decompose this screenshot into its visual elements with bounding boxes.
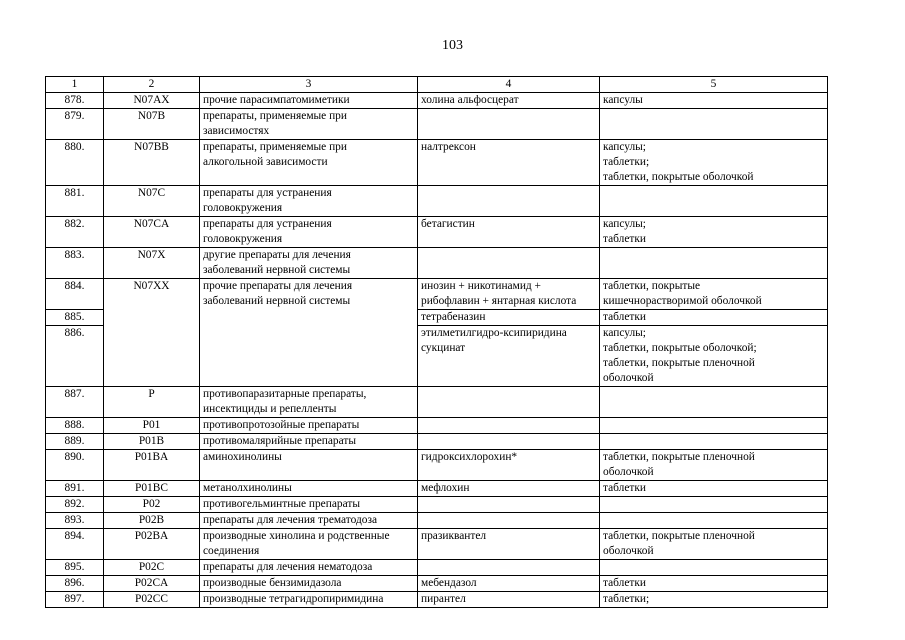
table-row [46,592,828,608]
table-row [46,529,828,560]
drug-name [418,560,600,576]
drug-name-line: мефлохин [421,482,470,494]
dosage-form-line: капсулы; [603,218,646,230]
atc-code: P02BA [104,529,200,560]
drug-name-line: тетрабеназин [421,311,486,323]
drug-name [418,497,600,513]
table-row [46,140,828,186]
atc-code: P01B [104,434,200,450]
anatomical-group-line: алкогольной зависимости [203,156,328,168]
atc-code: P01BC [104,481,200,497]
anatomical-group [200,497,418,513]
atc-code: P [104,387,200,418]
dosage-form-line: оболочкой [603,545,654,557]
drug-name [418,592,600,608]
table-row [46,248,828,279]
anatomical-group [200,592,418,608]
row-number: 890. [46,450,104,481]
dosage-form-line: капсулы; [603,327,646,339]
anatomical-group-line: зависимостях [203,125,270,137]
atc-code: P02C [104,560,200,576]
anatomical-group-line: препараты для устранения [203,187,332,199]
anatomical-group [200,217,418,248]
column-header-4: 4 [418,77,600,93]
dosage-form [600,497,828,513]
atc-code: N07CA [104,217,200,248]
atc-code: N07C [104,186,200,217]
row-number: 894. [46,529,104,560]
anatomical-group [200,513,418,529]
dosage-form [600,450,828,481]
table-row [46,513,828,529]
anatomical-group-line: головокружения [203,202,283,214]
drug-name [418,310,600,326]
table-row [46,387,828,418]
dosage-form [600,387,828,418]
atc-code: N07BB [104,140,200,186]
anatomical-group-line: препараты, применяемые при [203,110,347,122]
atc-code: N07B [104,109,200,140]
dosage-form-line: таблетки, покрытые пленочной [603,451,755,463]
atc-code: P02CC [104,592,200,608]
column-header-1: 1 [46,77,104,93]
anatomical-group [200,93,418,109]
dosage-form-line: таблетки, покрытые [603,280,701,292]
anatomical-group [200,450,418,481]
drug-name [418,513,600,529]
row-number: 896. [46,576,104,592]
dosage-form [600,481,828,497]
drug-name [418,326,600,387]
drug-list-table [45,76,828,608]
row-number: 883. [46,248,104,279]
dosage-form-line: таблетки, покрытые пленочной [603,530,755,542]
drug-name [418,248,600,279]
row-number: 893. [46,513,104,529]
row-number: 886. [46,326,104,387]
table-header [46,77,828,93]
anatomical-group-line: производные хинолина и родственные [203,530,390,542]
table-row [46,497,828,513]
anatomical-group-line: соединения [203,545,260,557]
drug-name-line: рибофлавин + янтарная кислота [421,295,577,307]
table-row [46,109,828,140]
table-row [46,93,828,109]
anatomical-group [200,387,418,418]
dosage-form-line: таблетки, покрытые оболочкой; [603,342,757,354]
atc-code: P02 [104,497,200,513]
anatomical-group-line: инсектициды и репелленты [203,403,337,415]
drug-name-line: инозин + никотинамид + [421,280,541,292]
column-header-5: 5 [600,77,828,93]
drug-name [418,93,600,109]
drug-name [418,109,600,140]
anatomical-group-line: противогельминтные препараты [203,498,360,510]
anatomical-group-line: производные тетрагидропиримидина [203,593,384,605]
anatomical-group-line: аминохинолины [203,451,282,463]
row-number: 891. [46,481,104,497]
row-number: 881. [46,186,104,217]
drug-name-line: пирантел [421,593,466,605]
table-row [46,450,828,481]
anatomical-group-line: препараты для лечения нематодоза [203,561,373,573]
drug-name [418,529,600,560]
anatomical-group [200,576,418,592]
dosage-form [600,576,828,592]
anatomical-group-line: прочие парасимпатомиметики [203,94,350,106]
atc-code: P02CA [104,576,200,592]
table-row [46,560,828,576]
table-row [46,418,828,434]
table-row [46,576,828,592]
anatomical-group-line: противомалярийные препараты [203,435,357,447]
dosage-form [600,248,828,279]
anatomical-group-line: прочие препараты для лечения [203,280,353,292]
dosage-form-line: таблетки [603,233,647,245]
anatomical-group-line: препараты для устранения [203,218,332,230]
dosage-form-line: таблетки, покрытые оболочкой [603,171,754,183]
anatomical-group-line: производные бензимидазола [203,577,342,589]
dosage-form [600,279,828,310]
anatomical-group-line: заболеваний нервной системы [203,295,351,307]
column-header-3: 3 [200,77,418,93]
row-number: 887. [46,387,104,418]
anatomical-group [200,140,418,186]
anatomical-group [200,481,418,497]
dosage-form [600,434,828,450]
drug-name-line: гидроксихлорохин* [421,451,518,463]
drug-name-line: сукцинат [421,342,466,354]
dosage-form [600,418,828,434]
dosage-form-line: оболочкой [603,372,654,384]
drug-name [418,186,600,217]
dosage-form [600,140,828,186]
anatomical-group-line: метанолхинолины [203,482,292,494]
dosage-form [600,560,828,576]
anatomical-group-line: препараты, применяемые при [203,141,347,153]
dosage-form-line: таблетки; [603,593,650,605]
dosage-form-line: таблетки [603,482,647,494]
anatomical-group-line: другие препараты для лечения [203,249,351,261]
table-body [46,93,828,608]
table-row [46,434,828,450]
dosage-form-line: кишечнорастворимой оболочкой [603,295,762,307]
row-number: 897. [46,592,104,608]
row-number: 878. [46,93,104,109]
drug-name [418,434,600,450]
dosage-form [600,529,828,560]
anatomical-group-line: противопротозойные препараты [203,419,360,431]
drug-name-line: этилметилгидро-ксипиридина [421,327,567,339]
dosage-form-line: капсулы; [603,141,646,153]
row-number: 879. [46,109,104,140]
dosage-form [600,326,828,387]
drug-name [418,576,600,592]
anatomical-group [200,529,418,560]
drug-name-line: мебендазол [421,577,477,589]
dosage-form [600,109,828,140]
row-number: 880. [46,140,104,186]
dosage-form-line: таблетки [603,311,647,323]
dosage-form-line: оболочкой [603,466,654,478]
dosage-form [600,513,828,529]
row-number: 884. [46,279,104,310]
anatomical-group-line: противопаразитарные препараты, [203,388,367,400]
dosage-form [600,592,828,608]
table-header-row [46,77,828,93]
drug-name-line: холина альфосцерат [421,94,519,106]
drug-name [418,418,600,434]
drug-name-line: бетагистин [421,218,475,230]
row-number: 892. [46,497,104,513]
anatomical-group [200,186,418,217]
row-number: 888. [46,418,104,434]
table-row [46,186,828,217]
row-number: 895. [46,560,104,576]
anatomical-group [200,418,418,434]
dosage-form-line: таблетки [603,577,647,589]
dosage-form [600,93,828,109]
drug-name [418,450,600,481]
dosage-form-line: таблетки, покрытые пленочной [603,357,755,369]
atc-code: N07XX [104,279,200,387]
dosage-form [600,310,828,326]
anatomical-group-line: препараты для лечения трематодоза [203,514,378,526]
drug-name [418,217,600,248]
atc-code: N07X [104,248,200,279]
anatomical-group [200,279,418,387]
atc-code: P02B [104,513,200,529]
column-header-2: 2 [104,77,200,93]
anatomical-group [200,434,418,450]
row-number: 882. [46,217,104,248]
drug-name-line: празиквантел [421,530,487,542]
dosage-form-line: капсулы [603,94,643,106]
drug-name [418,481,600,497]
drug-name [418,140,600,186]
drug-name-line: налтрексон [421,141,476,153]
anatomical-group [200,560,418,576]
drug-name [418,279,600,310]
drug-name [418,387,600,418]
dosage-form [600,217,828,248]
atc-code: P01 [104,418,200,434]
dosage-form-line: таблетки; [603,156,650,168]
anatomical-group [200,248,418,279]
row-number: 889. [46,434,104,450]
dosage-form [600,186,828,217]
anatomical-group-line: головокружения [203,233,283,245]
page-number: 103 [442,38,463,53]
anatomical-group [200,109,418,140]
table-row [46,481,828,497]
atc-code: P01BA [104,450,200,481]
anatomical-group-line: заболеваний нервной системы [203,264,351,276]
table-row [46,217,828,248]
atc-code: N07AX [104,93,200,109]
table-row [46,279,828,310]
row-number: 885. [46,310,104,326]
